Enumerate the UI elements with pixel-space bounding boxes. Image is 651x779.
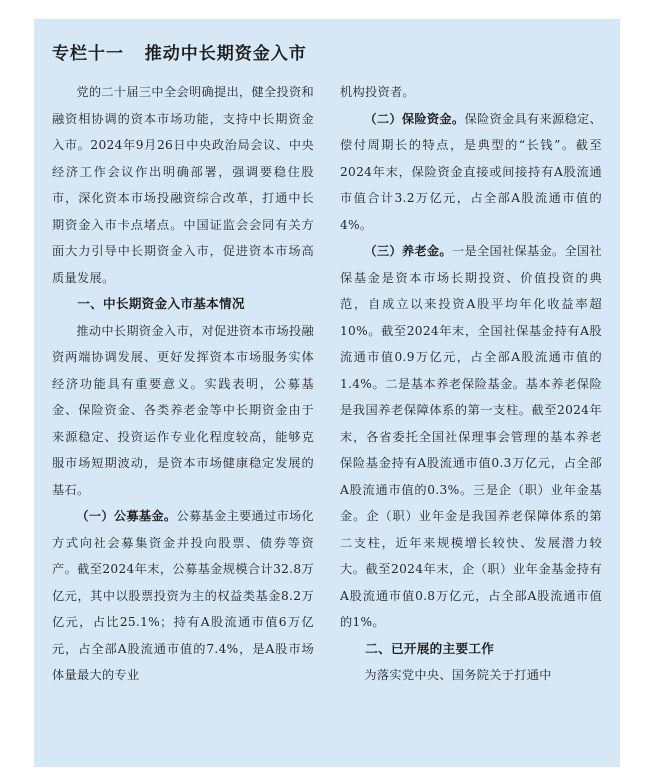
work-paragraph: 为落实党中央、国务院关于打通中	[364, 668, 552, 682]
insurance-funds-paragraph	[340, 106, 602, 239]
intro-paragraph: 党的二十届三中全会明确提出，健全投资和融资相协调的资本市场功能，支持中长期资金入市。2024年9月26日中央政治局会议、中央经济工作会议作出明确部署，强调要稳住股市，深化资本市场投融资综合改革，打通中长期资金入市卡点堵点。中国证监会会同有关方面大力引导中长期资金入市，促进资本市场高质量发展。	[52, 85, 314, 285]
public-funds-paragraph	[52, 503, 314, 689]
right-column	[340, 79, 602, 689]
pension-lead: （三）养老金。	[364, 244, 452, 258]
section-heading-2: 二、已开展的主要工作	[365, 640, 495, 656]
insurance-funds-body: 保险资金具有来源稳定、偿付周期长的特点，是典型的“长钱”。截至2024年末，保险资金直接或间接持有A股流通市值合计3.2万亿元，占全部A股流通市值的4%。	[340, 111, 602, 232]
left-column	[52, 79, 314, 689]
column-box	[34, 19, 620, 767]
public-funds-lead: （一）公募基金。	[76, 509, 177, 523]
section-heading-1: 一、中长期资金入市基本情况	[77, 296, 245, 311]
continued-text: 机构投资者。	[340, 85, 415, 99]
overview-paragraph: 推动中长期资金入市，对促进资本市场投融资两端协调发展、更好发挥资本市场服务实体经济功能具有重要意义。实践表明，公募基金、保险资金、各类养老金等中长期资金由于来源稳定、投资运作专业化程度较高，能够克服市场短期波动，是资本市场健康稳定发展的基石。	[52, 323, 314, 497]
box-title: 专栏十一 推动中长期资金入市	[52, 44, 307, 64]
insurance-funds-lead: （二）保险资金。	[364, 111, 465, 126]
pension-body: 一是全国社保基金。全国社保基金是资本市场长期投资、价值投资的典范，自成立以来投资A股平均年化收益率超10%。截至2024年末，全国社保基金持有A股流通市值0.9万亿元，占全部A股流通市值的1.4%。二是基本养老保险基金。基本养老保险是我国养老保障体系的第一支柱。截至2024年末，各省委托全国社保理事会管理的基本养老保险基金持有A股流通市值0.3万亿元，占全部A股流通市值的0.3%。三是企（职）业年金基金。企（职）业年金是我国养老保障体系的第二支柱，近年来规模增长较快、发展潜力较大。截至2024年末，企（职）业年金基金持有A股流通市值0.8万亿元，占全部A股流通市值的1%。	[340, 244, 602, 629]
public-funds-body: 公募基金主要通过市场化方式向社会募集资金并投向股票、债券等资产。截至2024年末，公募基金规模合计32.8万亿元，其中以股票投资为主的权益类基金8.2万亿元，占比25.1%；持有A股流通市值6万亿元，占全部A股流通市值的7.4%，是A股市场体量最大的专业	[52, 509, 314, 682]
pension-paragraph	[340, 238, 602, 636]
